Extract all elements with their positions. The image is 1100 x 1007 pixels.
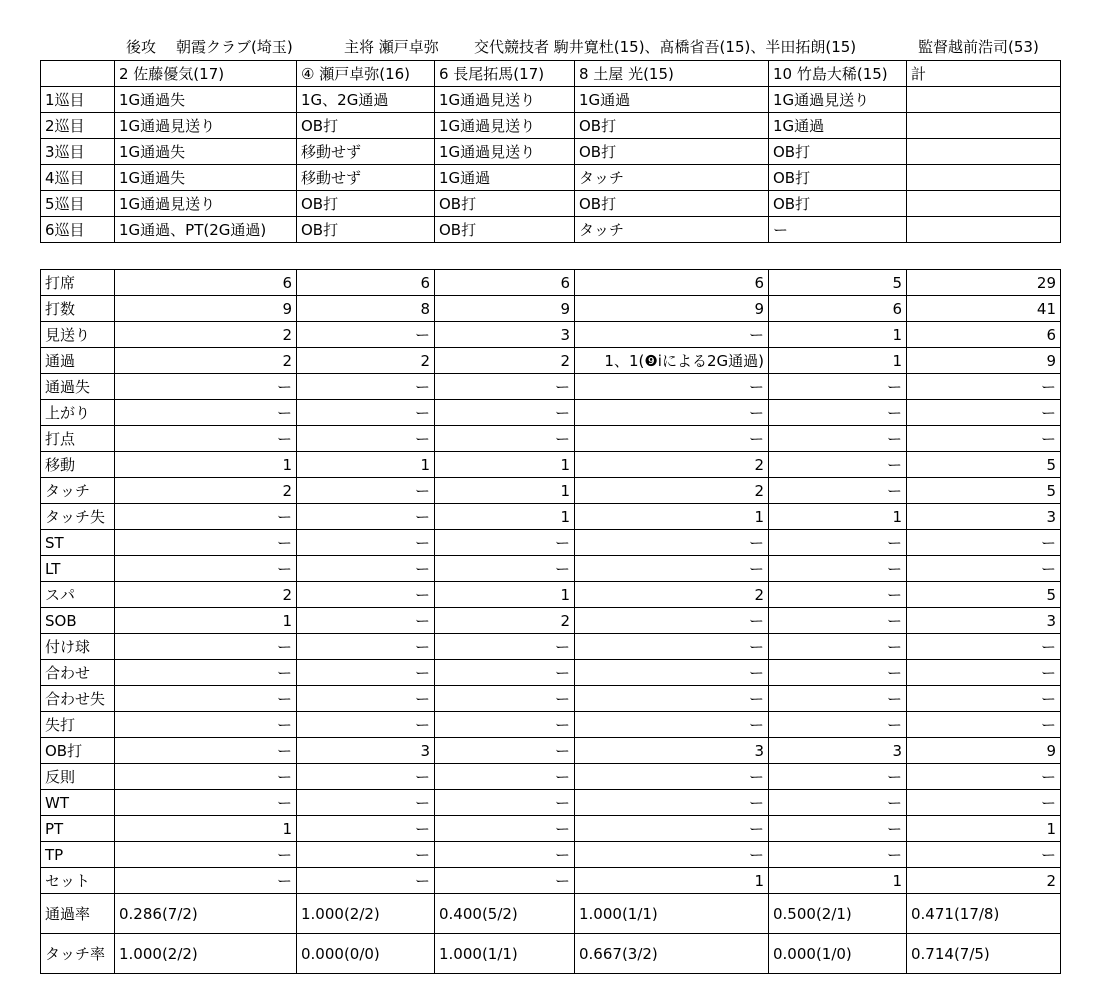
- stat-value: 2: [907, 868, 1061, 894]
- stat-label: 合わせ: [41, 660, 115, 686]
- stat-value: 9: [907, 738, 1061, 764]
- rate-label: 通過率: [41, 894, 115, 934]
- stat-value: ー: [435, 712, 575, 738]
- stat-value: ー: [575, 790, 769, 816]
- inning-result: OB打: [297, 191, 435, 217]
- stat-value: ー: [769, 556, 907, 582]
- stat-value: 6: [575, 270, 769, 296]
- rate-value: 0.500(2/1): [769, 894, 907, 934]
- stat-value: 2: [575, 478, 769, 504]
- stat-value: ー: [769, 816, 907, 842]
- stat-value: ー: [435, 842, 575, 868]
- stat-value: ー: [575, 686, 769, 712]
- stat-value: 9: [907, 348, 1061, 374]
- stat-row: [41, 374, 1061, 400]
- inning-result: 1G通過見送り: [769, 87, 907, 113]
- inning-result: 1G通過: [575, 87, 769, 113]
- inning-result: タッチ: [575, 165, 769, 191]
- inning-result: OB打: [575, 113, 769, 139]
- inning-result: タッチ: [575, 217, 769, 243]
- stat-label: 失打: [41, 712, 115, 738]
- stat-value: ー: [769, 660, 907, 686]
- inning-result: 1G通過失: [115, 87, 297, 113]
- inning-result: OB打: [769, 191, 907, 217]
- inning-result: 1G通過、PT(2G通過): [115, 217, 297, 243]
- stat-value: 9: [435, 296, 575, 322]
- rate-value: 1.000(2/2): [297, 894, 435, 934]
- stat-row: [41, 452, 1061, 478]
- inning-row: [41, 217, 1061, 243]
- stat-value: ー: [575, 764, 769, 790]
- stat-value: 1: [435, 504, 575, 530]
- stat-label: LT: [41, 556, 115, 582]
- inning-row: [41, 113, 1061, 139]
- stat-value: 6: [297, 270, 435, 296]
- stat-row: [41, 868, 1061, 894]
- stat-value: ー: [575, 400, 769, 426]
- stat-row: [41, 582, 1061, 608]
- stat-label: 打数: [41, 296, 115, 322]
- substitutes: 交代競技者 駒井寛杜(15)、髙橋省吾(15)、半田拓朗(15): [474, 38, 857, 56]
- rate-value: 0.471(17/8): [907, 894, 1061, 934]
- stat-value: ー: [575, 426, 769, 452]
- stat-value: ー: [435, 556, 575, 582]
- stat-label: 移動: [41, 452, 115, 478]
- innings-table: [40, 60, 1061, 243]
- stat-value: ー: [297, 556, 435, 582]
- inning-result: OB打: [297, 217, 435, 243]
- team-name: 朝霞クラブ(埼玉): [176, 38, 293, 56]
- stat-value: ー: [769, 764, 907, 790]
- rate-label: タッチ率: [41, 934, 115, 974]
- stat-label: WT: [41, 790, 115, 816]
- stat-row: [41, 530, 1061, 556]
- stat-label: タッチ: [41, 478, 115, 504]
- stat-value: ー: [575, 608, 769, 634]
- stat-value: 1: [769, 322, 907, 348]
- rate-value: 1.000(1/1): [435, 934, 575, 974]
- inning-result: 1G通過失: [115, 165, 297, 191]
- stat-value: ー: [115, 400, 297, 426]
- stat-value: ー: [115, 530, 297, 556]
- inning-label: 1巡目: [41, 87, 115, 113]
- stat-row: [41, 296, 1061, 322]
- inning-result: OB打: [769, 165, 907, 191]
- stat-value: ー: [435, 374, 575, 400]
- stat-value: ー: [297, 686, 435, 712]
- stat-value: ー: [297, 842, 435, 868]
- stat-value: ー: [769, 582, 907, 608]
- stat-value: 1: [115, 816, 297, 842]
- stat-value: 2: [115, 348, 297, 374]
- stat-value: ー: [575, 816, 769, 842]
- stat-value: 6: [769, 296, 907, 322]
- stat-value: ー: [435, 816, 575, 842]
- stat-value: ー: [769, 712, 907, 738]
- inning-label: 4巡目: [41, 165, 115, 191]
- player-name: ④ 瀬戸卓弥(16): [297, 61, 435, 87]
- stat-value: 8: [297, 296, 435, 322]
- stat-value: ー: [907, 660, 1061, 686]
- stat-value: 3: [435, 322, 575, 348]
- stat-value: ー: [115, 738, 297, 764]
- stat-value: ー: [769, 478, 907, 504]
- inning-label: 2巡目: [41, 113, 115, 139]
- stat-value: ー: [115, 686, 297, 712]
- stat-value: ー: [769, 608, 907, 634]
- stat-row: [41, 556, 1061, 582]
- inning-row: [41, 87, 1061, 113]
- stat-value: 1: [297, 452, 435, 478]
- stat-row: [41, 634, 1061, 660]
- rate-value: 1.000(1/1): [575, 894, 769, 934]
- stat-value: 3: [297, 738, 435, 764]
- stat-value: 6: [115, 270, 297, 296]
- inning-total-empty: [907, 217, 1061, 243]
- inning-result: OB打: [435, 217, 575, 243]
- stat-value: ー: [297, 504, 435, 530]
- stat-value: 2: [575, 582, 769, 608]
- stat-label: 付け球: [41, 634, 115, 660]
- stat-value: ー: [115, 556, 297, 582]
- stat-label: ST: [41, 530, 115, 556]
- stat-value: ー: [435, 660, 575, 686]
- stat-value: ー: [115, 660, 297, 686]
- stat-label: OB打: [41, 738, 115, 764]
- stat-value: ー: [297, 712, 435, 738]
- stat-value: 1: [907, 816, 1061, 842]
- rate-value: 0.286(7/2): [115, 894, 297, 934]
- stat-value: ー: [907, 686, 1061, 712]
- stat-value: ー: [435, 868, 575, 894]
- stat-value: ー: [907, 712, 1061, 738]
- stat-label: TP: [41, 842, 115, 868]
- stat-value: ー: [769, 426, 907, 452]
- manager: 監督越前浩司(53): [918, 38, 1039, 56]
- inning-total-empty: [907, 139, 1061, 165]
- inning-result: 1G通過失: [115, 139, 297, 165]
- inning-result: OB打: [575, 139, 769, 165]
- stat-value: 3: [575, 738, 769, 764]
- stat-value: 1: [115, 608, 297, 634]
- stat-value: ー: [907, 790, 1061, 816]
- inning-result: 1G通過見送り: [115, 191, 297, 217]
- inning-row: [41, 139, 1061, 165]
- stat-value: ー: [297, 764, 435, 790]
- stat-value: ー: [575, 634, 769, 660]
- inning-result: 1G通過: [769, 113, 907, 139]
- stat-value: 5: [907, 478, 1061, 504]
- inning-result: OB打: [575, 191, 769, 217]
- stat-value: ー: [907, 530, 1061, 556]
- stat-value: 5: [769, 270, 907, 296]
- stat-value: 2: [115, 478, 297, 504]
- stat-row: [41, 322, 1061, 348]
- stat-value: ー: [769, 530, 907, 556]
- stat-row: [41, 842, 1061, 868]
- stat-value: ー: [907, 400, 1061, 426]
- captain: 主将 瀬戸卓弥: [344, 38, 439, 56]
- stat-value: 3: [907, 608, 1061, 634]
- stat-value: 1、1(❾iによる2G通過): [575, 348, 769, 374]
- stat-label: タッチ失: [41, 504, 115, 530]
- inning-result: 1G通過見送り: [435, 87, 575, 113]
- stat-label: スパ: [41, 582, 115, 608]
- player-name: 8 土屋 光(15): [575, 61, 769, 87]
- stat-value: 41: [907, 296, 1061, 322]
- stat-value: ー: [435, 426, 575, 452]
- player-name: 2 佐藤優気(17): [115, 61, 297, 87]
- stat-row: [41, 764, 1061, 790]
- stat-value: ー: [769, 842, 907, 868]
- stat-value: 1: [575, 504, 769, 530]
- stat-label: 通過: [41, 348, 115, 374]
- stat-value: ー: [115, 374, 297, 400]
- stat-value: ー: [115, 712, 297, 738]
- stat-value: ー: [297, 816, 435, 842]
- inning-result: OB打: [435, 191, 575, 217]
- stat-value: ー: [769, 634, 907, 660]
- inning-result: OB打: [297, 113, 435, 139]
- stat-label: 反則: [41, 764, 115, 790]
- inning-result: 1G通過見送り: [435, 139, 575, 165]
- stat-label: セット: [41, 868, 115, 894]
- inning-result: 1G通過見送り: [115, 113, 297, 139]
- inning-result: 1G通過: [435, 165, 575, 191]
- stat-value: 1: [115, 452, 297, 478]
- stat-row: [41, 270, 1061, 296]
- stat-value: ー: [115, 634, 297, 660]
- stat-label: 上がり: [41, 400, 115, 426]
- inning-total-empty: [907, 165, 1061, 191]
- stat-row: [41, 660, 1061, 686]
- stat-value: ー: [575, 556, 769, 582]
- stat-row: [41, 790, 1061, 816]
- stat-value: 3: [769, 738, 907, 764]
- team-header: [0, 36, 1100, 60]
- rate-value: 0.000(1/0): [769, 934, 907, 974]
- stat-value: ー: [115, 764, 297, 790]
- stat-value: ー: [297, 868, 435, 894]
- stat-value: ー: [907, 374, 1061, 400]
- stat-value: 1: [769, 868, 907, 894]
- stat-value: 5: [907, 582, 1061, 608]
- stat-value: ー: [575, 530, 769, 556]
- stat-label: 通過失: [41, 374, 115, 400]
- stat-value: 9: [575, 296, 769, 322]
- stat-value: ー: [115, 842, 297, 868]
- rate-row: [41, 934, 1061, 974]
- stat-value: ー: [435, 686, 575, 712]
- inning-result: 1G、2G通過: [297, 87, 435, 113]
- batting-order: 後攻: [126, 38, 157, 56]
- stat-value: 1: [769, 504, 907, 530]
- stat-row: [41, 608, 1061, 634]
- stat-value: ー: [435, 634, 575, 660]
- stat-value: ー: [435, 400, 575, 426]
- stat-value: 9: [115, 296, 297, 322]
- stat-value: ー: [769, 790, 907, 816]
- stat-row: [41, 738, 1061, 764]
- stat-value: ー: [907, 426, 1061, 452]
- stat-row: [41, 348, 1061, 374]
- stat-row: [41, 712, 1061, 738]
- rate-value: 0.714(7/5): [907, 934, 1061, 974]
- stat-value: ー: [115, 868, 297, 894]
- stat-value: ー: [575, 374, 769, 400]
- inning-result: 移動せず: [297, 165, 435, 191]
- stat-value: ー: [297, 426, 435, 452]
- stat-row: [41, 426, 1061, 452]
- stat-value: ー: [907, 764, 1061, 790]
- stat-value: ー: [435, 764, 575, 790]
- rate-row: [41, 894, 1061, 934]
- rate-value: 0.000(0/0): [297, 934, 435, 974]
- stat-label: 合わせ失: [41, 686, 115, 712]
- stat-value: 2: [575, 452, 769, 478]
- stat-value: ー: [907, 556, 1061, 582]
- stat-value: ー: [769, 400, 907, 426]
- inning-result: ー: [769, 217, 907, 243]
- stat-value: 2: [435, 608, 575, 634]
- stat-value: ー: [907, 634, 1061, 660]
- stat-value: ー: [435, 530, 575, 556]
- stats-table: [40, 269, 1061, 974]
- stat-value: 1: [435, 452, 575, 478]
- total-header: 計: [907, 61, 1061, 87]
- stat-value: ー: [297, 582, 435, 608]
- stat-value: ー: [297, 400, 435, 426]
- stat-value: 1: [575, 868, 769, 894]
- stat-value: 5: [907, 452, 1061, 478]
- stat-value: 1: [435, 478, 575, 504]
- stat-label: 見送り: [41, 322, 115, 348]
- stat-value: 1: [769, 348, 907, 374]
- stat-value: ー: [575, 660, 769, 686]
- inning-result: 1G通過見送り: [435, 113, 575, 139]
- stat-value: ー: [115, 426, 297, 452]
- stat-label: 打席: [41, 270, 115, 296]
- stat-value: ー: [769, 686, 907, 712]
- inning-row: [41, 191, 1061, 217]
- inning-total-empty: [907, 113, 1061, 139]
- stat-row: [41, 400, 1061, 426]
- player-name: 10 竹島大稀(15): [769, 61, 907, 87]
- stat-value: ー: [575, 842, 769, 868]
- inning-label: 3巡目: [41, 139, 115, 165]
- stat-value: ー: [115, 504, 297, 530]
- stat-value: ー: [297, 478, 435, 504]
- inning-total-empty: [907, 191, 1061, 217]
- stat-value: ー: [297, 608, 435, 634]
- stat-label: PT: [41, 816, 115, 842]
- stat-value: ー: [435, 790, 575, 816]
- stat-value: 2: [435, 348, 575, 374]
- stat-value: ー: [297, 660, 435, 686]
- inning-result: OB打: [769, 139, 907, 165]
- stat-value: 2: [297, 348, 435, 374]
- stat-value: ー: [769, 452, 907, 478]
- rate-value: 0.400(5/2): [435, 894, 575, 934]
- stat-value: ー: [575, 712, 769, 738]
- stat-row: [41, 504, 1061, 530]
- stat-value: 2: [115, 582, 297, 608]
- inning-label: 6巡目: [41, 217, 115, 243]
- corner-cell: [41, 61, 115, 87]
- stat-value: ー: [435, 738, 575, 764]
- rate-value: 1.000(2/2): [115, 934, 297, 974]
- stat-value: 3: [907, 504, 1061, 530]
- stat-value: ー: [297, 322, 435, 348]
- stat-value: ー: [297, 790, 435, 816]
- stat-value: 2: [115, 322, 297, 348]
- stat-row: [41, 686, 1061, 712]
- inning-label: 5巡目: [41, 191, 115, 217]
- stat-value: 6: [907, 322, 1061, 348]
- stat-value: 1: [435, 582, 575, 608]
- stat-value: 6: [435, 270, 575, 296]
- stat-value: ー: [297, 530, 435, 556]
- inning-row: [41, 165, 1061, 191]
- stat-value: ー: [907, 842, 1061, 868]
- stat-value: ー: [115, 790, 297, 816]
- rate-value: 0.667(3/2): [575, 934, 769, 974]
- stat-label: SOB: [41, 608, 115, 634]
- stat-label: 打点: [41, 426, 115, 452]
- player-name: 6 長尾拓馬(17): [435, 61, 575, 87]
- stat-value: ー: [297, 634, 435, 660]
- stat-value: ー: [769, 374, 907, 400]
- player-header-row: [41, 61, 1061, 87]
- stat-value: ー: [575, 322, 769, 348]
- inning-total-empty: [907, 87, 1061, 113]
- stat-row: [41, 816, 1061, 842]
- inning-result: 移動せず: [297, 139, 435, 165]
- stat-row: [41, 478, 1061, 504]
- stat-value: 29: [907, 270, 1061, 296]
- stat-value: ー: [297, 374, 435, 400]
